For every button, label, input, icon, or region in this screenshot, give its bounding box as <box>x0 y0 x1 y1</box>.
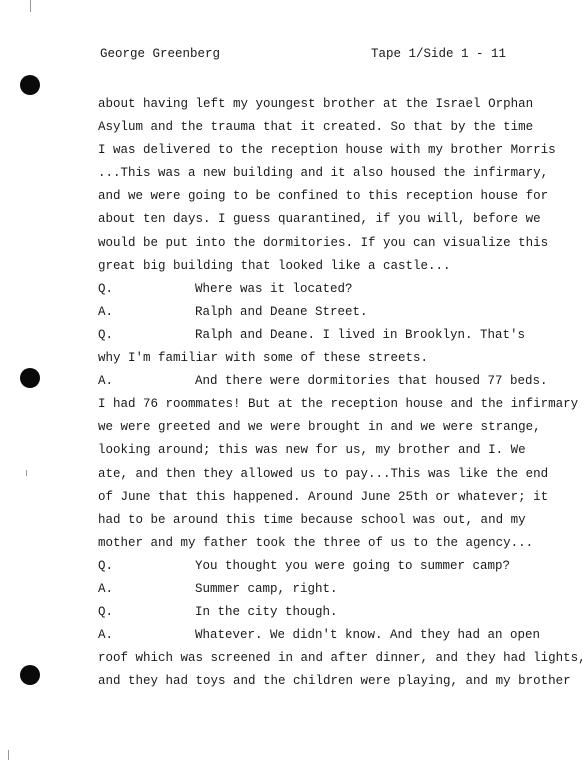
speaker-label: A. <box>98 581 114 596</box>
line-text: of June that this happened. Around June 25th or whatever; it <box>98 489 549 504</box>
line-text: In the city though. <box>195 605 338 620</box>
transcript-line <box>98 509 568 532</box>
line-text: And there were dormitories that housed 77 beds. <box>195 374 548 389</box>
line-text: Ralph and Deane Street. <box>195 304 368 319</box>
speaker-label: Q. <box>98 281 114 296</box>
line-text: Where was it located? <box>195 281 353 296</box>
line-text: Asylum and the trauma that it created. So that by the time <box>98 120 534 135</box>
speaker-label: A. <box>98 304 114 319</box>
transcript-line <box>98 162 568 185</box>
line-text: about having left my youngest brother at the Israel Orphan <box>98 97 534 111</box>
speaker-label: Q. <box>98 327 114 342</box>
transcript-body <box>98 93 586 693</box>
line-text: about ten days. I guess quarantined, if you will, before we <box>98 212 541 227</box>
transcript-line <box>98 578 568 601</box>
transcript-line <box>98 208 568 231</box>
transcript-line <box>98 185 568 208</box>
transcript-line <box>98 93 568 116</box>
line-text: great big building that looked like a castle... <box>98 258 451 273</box>
speaker-label: A. <box>98 628 114 643</box>
line-text: mother and my father took the three of us to the agency... <box>98 535 534 550</box>
line-text: Whatever. We didn't know. And they had an open <box>195 628 541 643</box>
punch-hole-middle <box>20 368 40 388</box>
line-text: we were greeted and we were brought in and we were strange, <box>98 420 541 435</box>
line-text: had to be around this time because school was out, and my <box>98 512 526 527</box>
line-text: Summer camp, right. <box>195 581 338 596</box>
line-text: Ralph and Deane. I lived in Brooklyn. That's <box>195 327 526 342</box>
transcript-line <box>98 278 568 301</box>
transcript-line <box>98 116 568 139</box>
transcript-line <box>98 416 568 439</box>
transcript-line <box>98 486 568 509</box>
transcript-line <box>98 324 568 347</box>
scan-mark <box>8 750 9 760</box>
line-text: ...This was a new building and it also housed the infirmary, <box>98 166 549 181</box>
transcript-line <box>98 301 568 324</box>
line-text: why I'm familiar with some of these streets. <box>98 351 429 366</box>
speaker-label: Q. <box>98 558 114 573</box>
transcript-line <box>98 647 586 670</box>
scan-mark <box>26 470 27 476</box>
transcript-line <box>98 232 568 255</box>
line-text: looking around; this was new for us, my brother and I. We <box>98 443 526 458</box>
line-text: I was delivered to the reception house with my brother Morris <box>98 143 556 158</box>
transcript-line <box>98 139 568 162</box>
scan-mark <box>30 0 31 12</box>
line-text: and they had toys and the children were playing, and my brother <box>98 674 571 689</box>
transcript-line <box>98 670 571 693</box>
tape-reference: Tape 1/Side 1 - 11 <box>371 47 507 61</box>
line-text: roof which was screened in and after dinner, and they had lights, <box>98 651 586 666</box>
transcript-line <box>98 463 568 486</box>
line-text: You thought you were going to summer camp? <box>195 558 511 573</box>
transcript-line <box>98 601 568 624</box>
speaker-label: A. <box>98 374 114 389</box>
transcript-line <box>98 624 568 647</box>
line-text: and we were going to be confined to this reception house for <box>98 189 549 204</box>
line-text: would be put into the dormitories. If you can visualize this <box>98 235 549 250</box>
line-text: ate, and then they allowed us to pay...This was like the end <box>98 466 549 481</box>
line-text: I had 76 roommates! But at the reception house and the infirmary <box>98 397 579 412</box>
transcript-line <box>98 555 568 578</box>
punch-hole-top <box>20 75 40 95</box>
interviewee-name: George Greenberg <box>100 47 221 61</box>
transcript-line <box>98 255 568 278</box>
punch-hole-bottom <box>20 665 40 685</box>
transcript-line <box>98 347 568 370</box>
transcript-line <box>98 439 568 462</box>
transcript-line <box>98 370 568 393</box>
transcript-line <box>98 532 568 555</box>
transcript-line <box>98 393 579 416</box>
speaker-label: Q. <box>98 605 114 620</box>
